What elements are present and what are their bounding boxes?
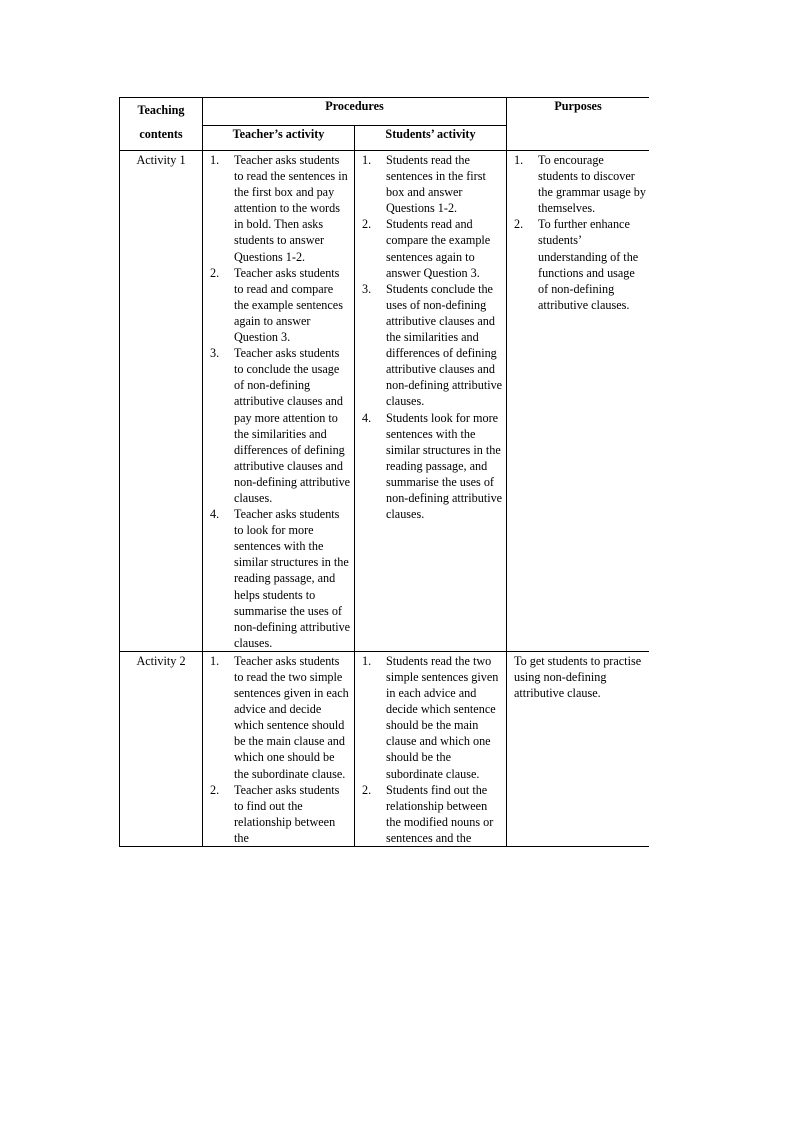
- list-item: 2. Teacher asks students to read and compare the example sentences again to answer Question 3.: [210, 265, 343, 345]
- list-item: 1. Students read the sentences in the first box and answer Questions 1-2.: [362, 153, 486, 216]
- list-item: 1. Students read the two simple sentences given in each advice and decide which sentence should be the main clause and which one should be the subordinate clause.: [362, 653, 499, 781]
- list-item: 2. Students read and compare the example sentences again to answer Question 3.: [362, 217, 491, 280]
- table-frame: [119, 97, 649, 1022]
- activity-label: Activity 2: [120, 651, 203, 846]
- table-row: [120, 151, 650, 652]
- list-item: 4. Teacher asks students to look for more sentences with the similar structures in the reading passage, and helps students to summarise the uses of non-defining attributive clauses.: [210, 507, 351, 650]
- list-item: 2. To further enhance students’ understanding of the functions and usage of non-defining attributive clauses.: [514, 217, 639, 312]
- list-item: 4. Students look for more sentences with the similar structures in the reading passage, and summarise the uses of non-defining attributive clauses.: [362, 410, 503, 522]
- header-row-1: [120, 98, 650, 126]
- header-teaching-contents: Teaching contents: [120, 98, 203, 151]
- activity-label: Activity 1: [120, 151, 203, 652]
- students-activity-cell: [355, 651, 507, 846]
- list-item: 1. To encourage students to discover the grammar usage by themselves.: [514, 153, 646, 216]
- lesson-plan-table: [119, 97, 649, 847]
- table-row: [120, 651, 650, 846]
- list-item: 3. Teacher asks students to conclude the usage of non-defining attributive clauses and pay more attention to the similarities and differences of defining attributive clauses and non-defining attributive clauses.: [210, 346, 351, 505]
- purposes-cell: To get students to practise using non-defining attributive clause.: [507, 651, 649, 846]
- students-activity-cell: [355, 151, 507, 652]
- teacher-activity-cell: [203, 151, 355, 652]
- header-teacher-activity: Teacher’s activity: [203, 125, 355, 150]
- list-item: 1. Teacher asks students to read the two simple sentences given in each advice and decide which sentence should be the main clause and which one should be the subordinate clause.: [210, 653, 349, 781]
- header-purposes: Purposes: [507, 98, 649, 151]
- list-item: 3. Students conclude the uses of non-defining attributive clauses and the similarities and differences of defining attributive clauses and non-defining attributive clauses.: [362, 281, 503, 409]
- list-item: 1. Teacher asks students to read the sentences in the first box and pay attention to the words in bold. Then asks students to answer Questions 1-2.: [210, 153, 348, 264]
- header-procedures: Procedures: [203, 98, 507, 126]
- teacher-activity-cell: [203, 651, 355, 846]
- list-item: 2. Teacher asks students to find out the relationship between the: [210, 782, 340, 845]
- purposes-cell: [507, 151, 649, 652]
- list-item: 2. Students find out the relationship between the modified nouns or sentences and the: [362, 782, 494, 845]
- header-students-activity: Students’ activity: [355, 125, 507, 150]
